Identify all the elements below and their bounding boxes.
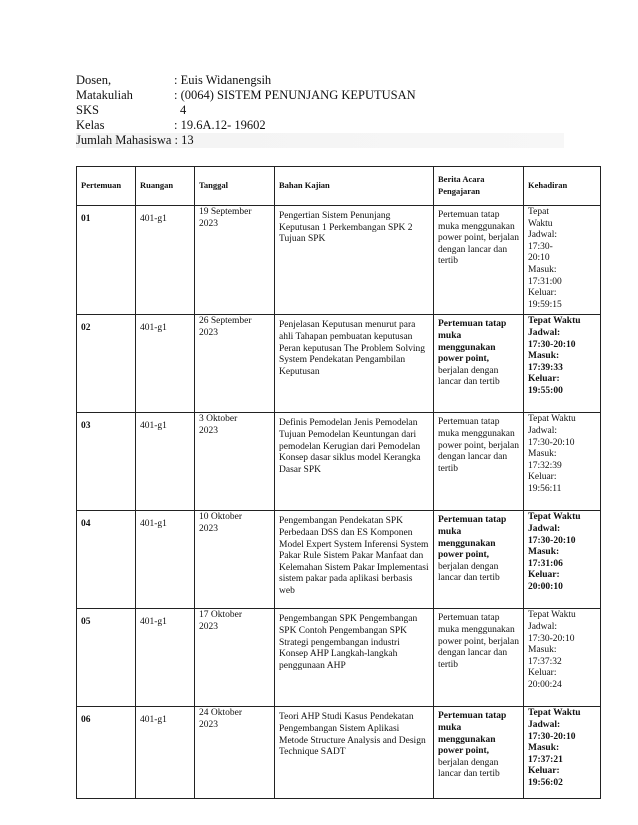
cell-berita-acara: Pertemuan tatap muka menggunakan power point, berjalan dengan lancar dan tertib: [434, 206, 524, 315]
cell-ruangan: 401-g1: [136, 413, 195, 511]
cell-ruangan: 401-g1: [136, 511, 195, 609]
cell-ruangan: 401-g1: [136, 206, 195, 315]
col-header-ruangan: Ruangan: [136, 167, 195, 206]
cell-kehadiran: Tepat Waktu Jadwal: 17:30- 20:10 Masuk: 17:31:00 Keluar: 19:59:15: [524, 206, 601, 315]
table-header-row: [77, 167, 601, 206]
info-kelas: [76, 118, 564, 133]
dosen-label: Dosen,: [76, 73, 112, 87]
sks-label: SKS: [76, 103, 99, 117]
cell-tanggal: 19 September 2023: [195, 206, 275, 315]
sks-value: 4: [180, 103, 187, 117]
cell-tanggal: 10 Oktober 2023: [195, 511, 275, 609]
cell-pertemuan: 03: [77, 413, 136, 511]
info-sks: [76, 103, 564, 118]
cell-pertemuan: 01: [77, 206, 136, 315]
table-row: [77, 707, 601, 799]
kelas-label: Kelas: [76, 118, 105, 132]
cell-tanggal: 24 Oktober 2023: [195, 707, 275, 799]
berita-text: berjalan dengan lancar dan tertib: [438, 561, 500, 584]
cell-kehadiran: Tepat Waktu Jadwal: 17:30-20:10 Masuk: 17:39:33 Keluar: 19:55:00: [524, 315, 601, 413]
berita-bold-text: Pertemuan tatap muka menggunakan power point,: [438, 319, 507, 365]
table-row: [77, 413, 601, 511]
jumlah-value: : 13: [174, 133, 194, 147]
table-row: [77, 511, 601, 609]
cell-bahan-kajian: Penjelasan Keputusan menurut para ahli Tahapan pembuatan keputusan Peran keputusan The Problem Solving System Pendekatan Pengambilan Keputusan: [275, 315, 434, 413]
info-dosen: [76, 73, 564, 88]
cell-bahan-kajian: Pengembangan Pendekatan SPK Perbedaan DSS dan ES Komponen Model Expert System Inferensi System Pakar Rule Sistem Pakar Manfaat dan Kelemahan Sistem Pakar Implementasi sistem pakar pada aplikasi berbasis web: [275, 511, 434, 609]
berita-bold-text: Pertemuan tatap muka menggunakan power point,: [438, 711, 507, 757]
cell-tanggal: 3 Oktober 2023: [195, 413, 275, 511]
course-info: [76, 73, 564, 148]
cell-bahan-kajian: Teori AHP Studi Kasus Pendekatan Pengembangan Sistem Aplikasi Metode Structure Analysis and Design Technique SADT: [275, 707, 434, 799]
cell-bahan-kajian: Pengertian Sistem Penunjang Keputusan 1 Perkembangan SPK 2 Tujuan SPK: [275, 206, 434, 315]
info-matakuliah: [76, 88, 564, 103]
cell-pertemuan: 04: [77, 511, 136, 609]
cell-ruangan: 401-g1: [136, 609, 195, 707]
attendance-table: [76, 166, 601, 799]
cell-bahan-kajian: Definis Pemodelan Jenis Pemodelan Tujuan Pemodelan Keuntungan dari pemodelan Kerugian dari Pemodelan Konsep dasar siklus model Kerangka Dasar SPK: [275, 413, 434, 511]
cell-berita-acara: [434, 707, 524, 799]
cell-berita-acara: [434, 511, 524, 609]
cell-kehadiran: Tepat Waktu Jadwal: 17:30-20:10 Masuk: 17:37:21 Keluar: 19:56:02: [524, 707, 601, 799]
cell-berita-acara: [434, 315, 524, 413]
cell-ruangan: 401-g1: [136, 707, 195, 799]
berita-text: berjalan dengan lancar dan tertib: [438, 365, 500, 388]
berita-bold-text: Pertemuan tatap muka menggunakan power point,: [438, 515, 507, 561]
col-header-berita-acara: Berita Acara Pengajaran: [434, 167, 524, 206]
table-row: [77, 206, 601, 315]
cell-tanggal: 17 Oktober 2023: [195, 609, 275, 707]
matakuliah-label: Matakuliah: [76, 88, 133, 102]
table-row: [77, 315, 601, 413]
dosen-value: : Euis Widanengsih: [174, 73, 272, 87]
kelas-value: : 19.6A.12- 19602: [174, 118, 266, 132]
cell-pertemuan: 05: [77, 609, 136, 707]
col-header-tanggal: Tanggal: [195, 167, 275, 206]
cell-ruangan: 401-g1: [136, 315, 195, 413]
table-row: [77, 609, 601, 707]
cell-berita-acara: Pertemuan tatap muka menggunakan power point, berjalan dengan lancar dan tertib: [434, 413, 524, 511]
cell-berita-acara: Pertemuan tatap muka menggunakan power point, berjalan dengan lancar dan tertib: [434, 609, 524, 707]
jumlah-label: Jumlah Mahasiswa: [76, 133, 172, 147]
berita-text: berjalan dengan lancar dan tertib: [438, 757, 500, 780]
cell-tanggal: 26 September 2023: [195, 315, 275, 413]
col-header-kehadiran: Kehadiran: [524, 167, 601, 206]
col-header-pertemuan: Pertemuan: [77, 167, 136, 206]
cell-kehadiran: Tepat Waktu Jadwal: 17:30-20:10 Masuk: 17:31:06 Keluar: 20:00:10: [524, 511, 601, 609]
cell-kehadiran: Tepat Waktu Jadwal: 17:30-20:10 Masuk: 17:32:39 Keluar: 19:56:11: [524, 413, 601, 511]
info-jumlah: [76, 133, 564, 148]
cell-pertemuan: 06: [77, 707, 136, 799]
cell-kehadiran: Tepat Waktu Jadwal: 17:30-20:10 Masuk: 17:37:32 Keluar: 20:00:24: [524, 609, 601, 707]
cell-bahan-kajian: Pengembangan SPK Pengembangan SPK Contoh Pengembangan SPK Strategi pengembangan industri Konsep AHP Langkah-langkah penggunaan AHP: [275, 609, 434, 707]
cell-pertemuan: 02: [77, 315, 136, 413]
col-header-bahan-kajian: Bahan Kajian: [275, 167, 434, 206]
matakuliah-value: : (0064) SISTEM PENUNJANG KEPUTUSAN: [174, 88, 416, 102]
